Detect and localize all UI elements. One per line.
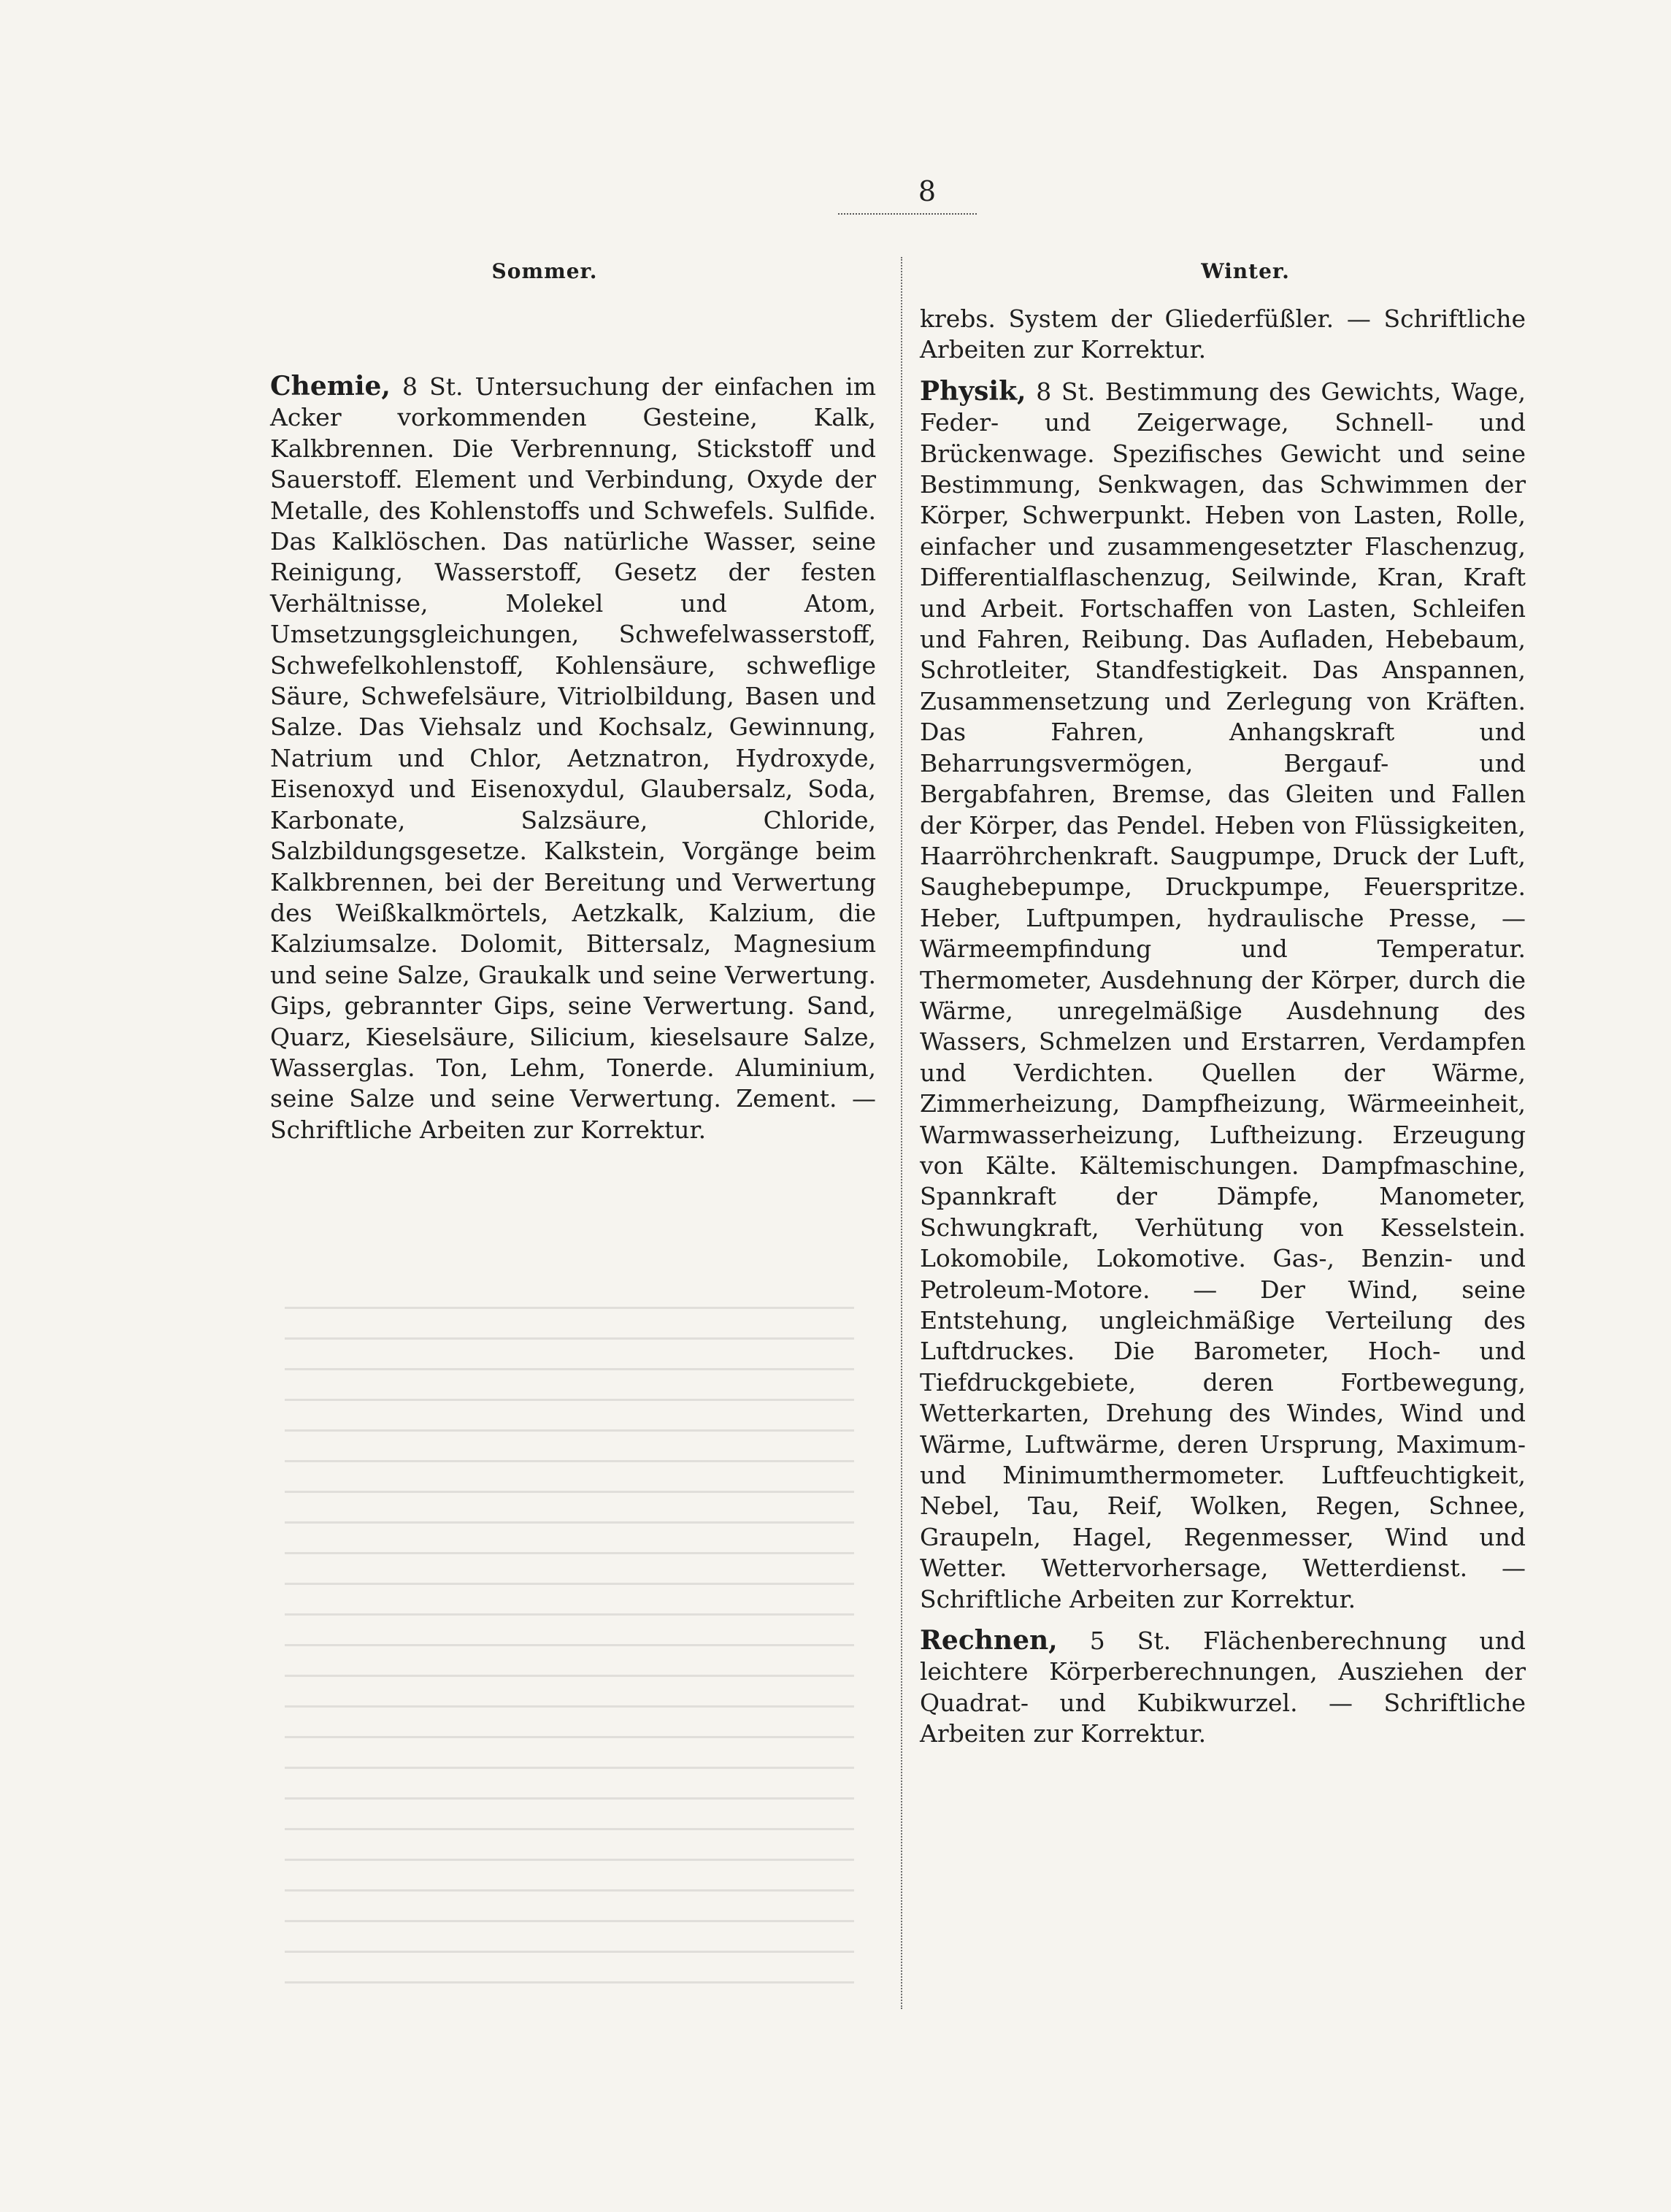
paragraph-text: 5 St. Flächenberechnung und leichtere Körperberechnungen, Ausziehen der Quadrat- und Kubikwurzel. — Schriftliche Arbeiten zur Korrektur.: [920, 1627, 1526, 1748]
bleed-through-texture: [285, 1307, 854, 1993]
column-winter: [920, 304, 1526, 1760]
subject-rechnen: Rechnen,: [920, 1625, 1058, 1656]
paragraph-chemie: [270, 371, 876, 1145]
column-heading-winter: Winter.: [1201, 259, 1290, 283]
column-divider: [901, 257, 902, 2009]
paragraph-text: 8 St. Bestimmung des Gewichts, Wage, Feder- und Zeigerwage, Schnell- und Brückenwage. Spezifisches Gewicht und seine Bestimmung, Senkwagen, das Schwimmen der Körper, Schwerpunkt. Heben von Lasten, Rolle, einfacher und zusammengesetzter Flaschenzug, Differentialflaschenzug, Seilwinde, Kran, Kraft und Arbeit. Fortschaffen von Lasten, Schleifen und Fahren, Reibung. Das Aufladen, Hebebaum, Schrotleiter, Standfestigkeit. Das Anspannen, Zusammensetzung und Zerlegung von Kräften. Das Fahren, Anhangskraft und Beharrungsvermögen, Bergauf- und Bergabfahren, Bremse, das Gleiten und Fallen der Körper, das Pendel. Heben von Flüssigkeiten, Haarröhrchenkraft. Saugpumpe, Druck der Luft, Saughebepumpe, Druckpumpe, Feuerspritze. Heber, Luftpumpen, hydraulische Presse, — Wärmeempfindung und Temperatur. Thermometer, Ausdehnung der Körper, durch die Wärme, unregelmäßige Ausdehnung des Wassers, Schmelzen und Erstarren, Verdampfen und Verdichten. Quellen der Wärme, Zimmerheizung, Dampfheizung, Wärmeeinheit, Warmwasserheizung, Luftheizung. Erzeugung von Kälte. Kältemischungen. Dampfmaschine, Spannkraft der Dämpfe, Manometer, Schwungkraft, Verhütung von Kesselstein. Lokomobile, Lokomotive. Gas-, Benzin- und Petroleum-Motore. — Der Wind, seine Entstehung, ungleichmäßige Verteilung des Luftdruckes. Die Barometer, Hoch- und Tiefdruckgebiete, deren Fortbewegung, Wetterkarten, Drehung des Windes, Wind und Wärme, Luftwärme, deren Ursprung, Maximum- und Minimumthermometer. Luftfeuchtigkeit, Nebel, Tau, Reif, Wolken, Regen, Schnee, Graupeln, Hagel, Regenmesser, Wind und Wetter. Wettervorhersage, Wetterdienst. — Schriftliche Arbeiten zur Korrektur.: [920, 377, 1526, 1613]
page-number: 8: [918, 175, 937, 207]
paragraph-continuation: [920, 304, 1526, 366]
paragraph-text: krebs. System der Gliederfüßler. — Schriftliche Arbeiten zur Korrektur.: [920, 304, 1526, 364]
paragraph-physik: [920, 376, 1526, 1615]
column-heading-summer: Sommer.: [491, 259, 598, 283]
subject-chemie: Chemie,: [270, 371, 391, 402]
column-summer: [270, 371, 876, 1156]
ornament-rule: [838, 213, 977, 220]
paragraph-text: 8 St. Untersuchung der einfachen im Acker vorkommenden Gesteine, Kalk, Kalkbrennen. Die Verbrennung, Stickstoff und Sauerstoff. Element und Verbindung, Oxyde der Metalle, des Kohlenstoffs und Schwefels. Sulfide. Das Kalklöschen. Das natürliche Wasser, seine Reinigung, Wasserstoff, Gesetz der festen Verhältnisse, Molekel und Atom, Umsetzungsgleichungen, Schwefelwasserstoff, Schwefelkohlenstoff, Kohlensäure, schweflige Säure, Schwefelsäure, Vitriolbildung, Basen und Salze. Das Viehsalz und Kochsalz, Gewinnung, Natrium und Chlor, Aetznatron, Hydroxyde, Eisenoxyd und Eisenoxydul, Glaubersalz, Soda, Karbonate, Salzsäure, Chloride, Salzbildungsgesetze. Kalkstein, Vorgänge beim Kalkbrennen, bei der Bereitung und Verwertung des Weißkalkmörtels, Aetzkalk, Kalzium, die Kalziumsalze. Dolomit, Bittersalz, Magnesium und seine Salze, Graukalk und seine Verwertung. Gips, gebrannter Gips, seine Verwertung. Sand, Quarz, Kieselsäure, Silicium, kieselsaure Salze, Wasserglas. Ton, Lehm, Tonerde. Aluminium, seine Salze und seine Verwertung. Zement. — Schriftliche Arbeiten zur Korrektur.: [270, 372, 876, 1144]
paragraph-rechnen: [920, 1625, 1526, 1750]
subject-physik: Physik,: [920, 375, 1026, 407]
